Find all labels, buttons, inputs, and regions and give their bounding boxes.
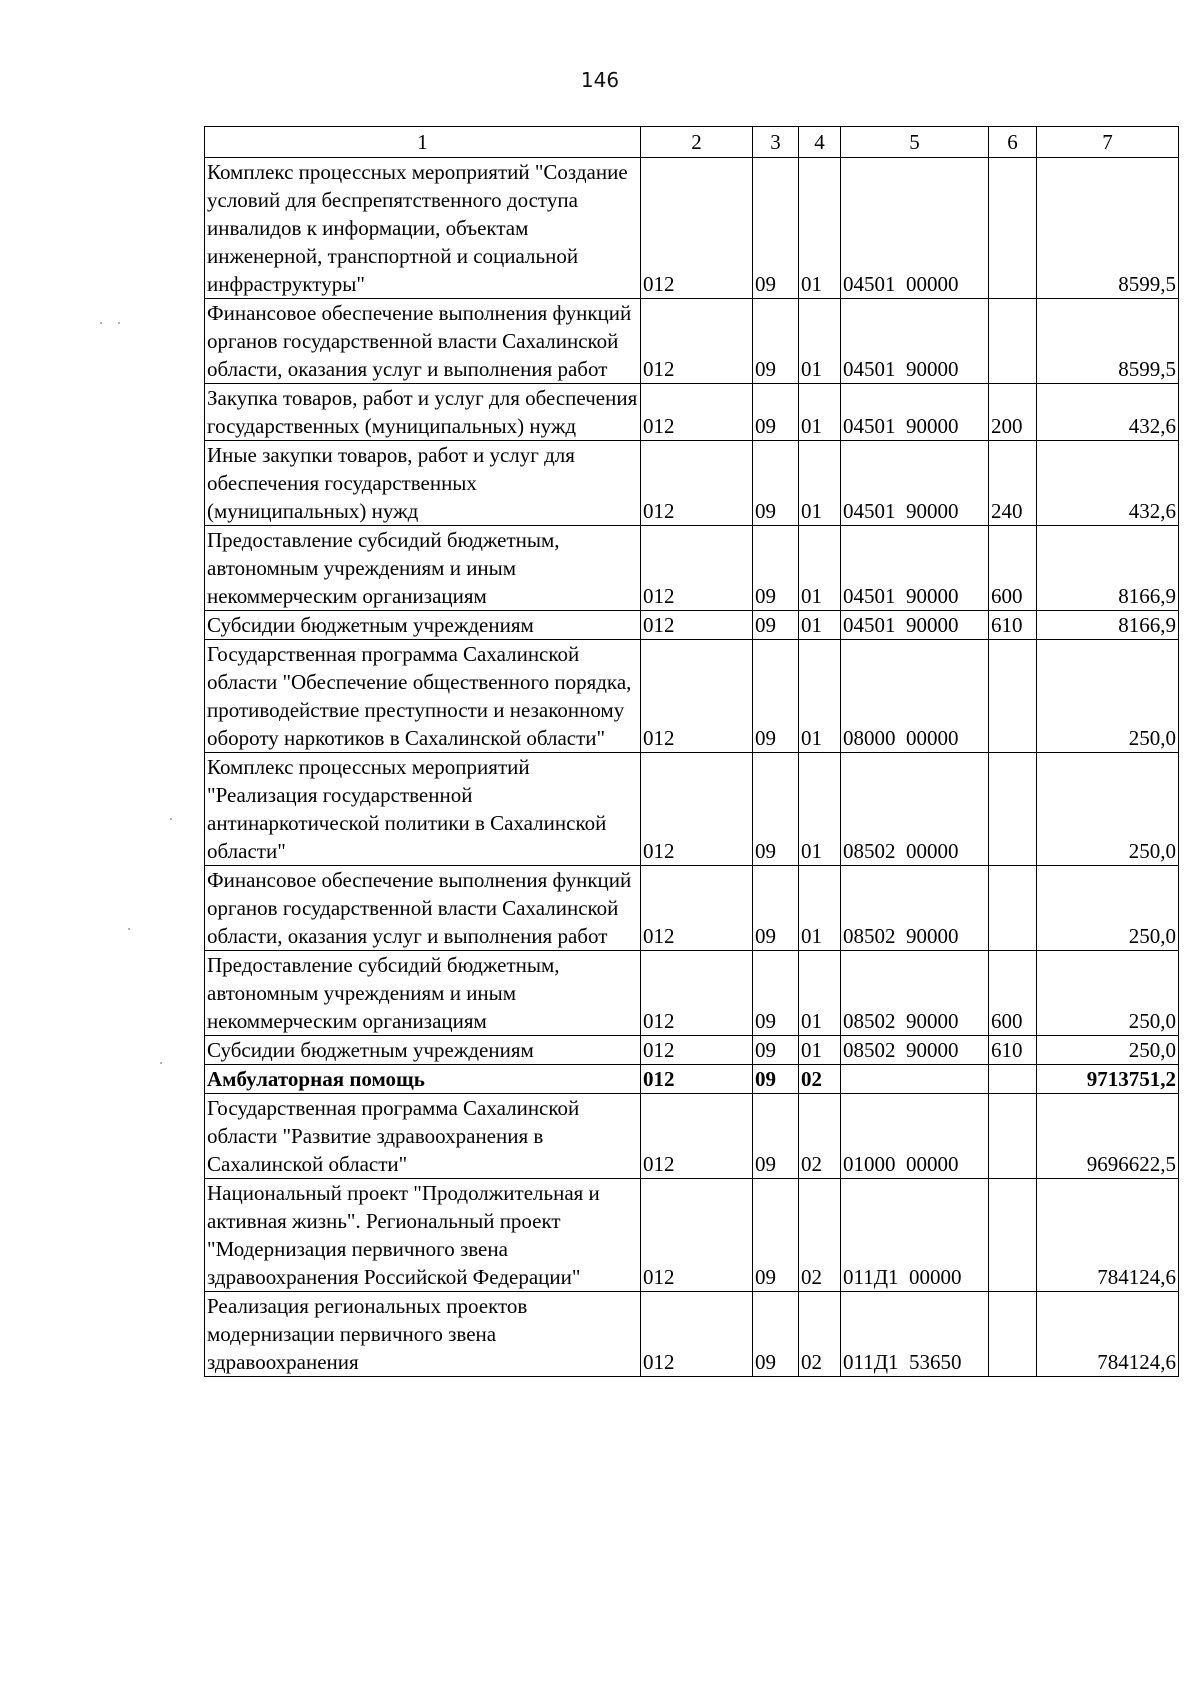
row-code-subsection: 01 — [799, 1036, 841, 1065]
row-amount: 8166,9 — [1037, 526, 1179, 611]
table-row — [205, 1036, 1179, 1065]
table-row — [205, 1292, 1179, 1377]
row-code-ministry: 012 — [641, 299, 753, 384]
table-row — [205, 158, 1179, 299]
row-code-section: 09 — [753, 299, 799, 384]
row-code-subsection: 01 — [799, 640, 841, 753]
row-target-article — [841, 1065, 989, 1094]
row-name: Национальный проект "Продолжительная и активная жизнь". Региональный проект "Модернизация первичного звена здравоохранения Российской Федерации" — [205, 1179, 641, 1292]
row-name: Субсидии бюджетным учреждениям — [205, 1036, 641, 1065]
row-code-section: 09 — [753, 1292, 799, 1377]
row-amount: 250,0 — [1037, 866, 1179, 951]
scan-speck — [128, 928, 130, 930]
table-row — [205, 640, 1179, 753]
row-name: Комплекс процессных мероприятий "Реализация государственной антинаркотической политики в Сахалинской области" — [205, 753, 641, 866]
row-amount: 8166,9 — [1037, 611, 1179, 640]
row-expense-type — [989, 158, 1037, 299]
row-expense-type: 600 — [989, 951, 1037, 1036]
row-name: Субсидии бюджетным учреждениям — [205, 611, 641, 640]
row-target-article: 01000 00000 — [841, 1094, 989, 1179]
header-cell: 2 — [641, 127, 753, 158]
row-expense-type: 600 — [989, 526, 1037, 611]
row-code-ministry: 012 — [641, 866, 753, 951]
row-amount: 432,6 — [1037, 441, 1179, 526]
row-name: Предоставление субсидий бюджетным, автономным учреждениям и иным некоммерческим организациям — [205, 526, 641, 611]
budget-table — [204, 126, 1179, 1377]
header-cell: 7 — [1037, 127, 1179, 158]
row-code-subsection: 01 — [799, 753, 841, 866]
row-target-article: 04501 90000 — [841, 441, 989, 526]
row-amount: 250,0 — [1037, 640, 1179, 753]
table-row — [205, 441, 1179, 526]
row-code-section: 09 — [753, 951, 799, 1036]
row-name: Амбулаторная помощь — [205, 1065, 641, 1094]
row-amount: 9713751,2 — [1037, 1065, 1179, 1094]
row-expense-type — [989, 1094, 1037, 1179]
row-code-section: 09 — [753, 1094, 799, 1179]
row-expense-type — [989, 866, 1037, 951]
row-target-article: 08502 90000 — [841, 1036, 989, 1065]
row-name: Иные закупки товаров, работ и услуг для обеспечения государственных (муниципальных) нужд — [205, 441, 641, 526]
row-code-subsection: 01 — [799, 158, 841, 299]
row-code-subsection: 01 — [799, 611, 841, 640]
row-code-ministry: 012 — [641, 158, 753, 299]
row-code-subsection: 02 — [799, 1094, 841, 1179]
row-name: Финансовое обеспечение выполнения функций органов государственной власти Сахалинской области, оказания услуг и выполнения работ — [205, 866, 641, 951]
row-code-section: 09 — [753, 753, 799, 866]
row-expense-type: 200 — [989, 384, 1037, 441]
row-code-subsection: 01 — [799, 441, 841, 526]
row-code-ministry: 012 — [641, 640, 753, 753]
table-row — [205, 526, 1179, 611]
table-row — [205, 1179, 1179, 1292]
row-code-section: 09 — [753, 1179, 799, 1292]
scan-speck — [118, 322, 120, 324]
row-amount: 8599,5 — [1037, 299, 1179, 384]
row-code-subsection: 02 — [799, 1292, 841, 1377]
table-row — [205, 866, 1179, 951]
row-name: Государственная программа Сахалинской области "Развитие здравоохранения в Сахалинской области" — [205, 1094, 641, 1179]
row-code-ministry: 012 — [641, 1179, 753, 1292]
row-code-ministry: 012 — [641, 1292, 753, 1377]
scan-speck — [170, 818, 172, 820]
row-code-subsection: 01 — [799, 384, 841, 441]
row-amount: 250,0 — [1037, 951, 1179, 1036]
row-code-ministry: 012 — [641, 1094, 753, 1179]
row-code-ministry: 012 — [641, 526, 753, 611]
header-row — [205, 127, 1179, 158]
row-code-section: 09 — [753, 384, 799, 441]
row-expense-type — [989, 1292, 1037, 1377]
table-row — [205, 753, 1179, 866]
row-code-ministry: 012 — [641, 951, 753, 1036]
table-row — [205, 384, 1179, 441]
row-expense-type — [989, 299, 1037, 384]
row-target-article: 08000 00000 — [841, 640, 989, 753]
row-amount: 9696622,5 — [1037, 1094, 1179, 1179]
row-code-section: 09 — [753, 441, 799, 526]
row-expense-type — [989, 640, 1037, 753]
row-code-ministry: 012 — [641, 753, 753, 866]
header-cell: 5 — [841, 127, 989, 158]
row-amount: 784124,6 — [1037, 1179, 1179, 1292]
row-amount: 250,0 — [1037, 1036, 1179, 1065]
section-row — [205, 1065, 1179, 1094]
row-code-subsection: 02 — [799, 1065, 841, 1094]
row-expense-type: 610 — [989, 611, 1037, 640]
table-row — [205, 611, 1179, 640]
row-target-article: 011Д1 53650 — [841, 1292, 989, 1377]
row-code-section: 09 — [753, 1036, 799, 1065]
row-expense-type: 240 — [989, 441, 1037, 526]
row-code-section: 09 — [753, 1065, 799, 1094]
row-target-article: 011Д1 00000 — [841, 1179, 989, 1292]
row-expense-type: 610 — [989, 1036, 1037, 1065]
row-code-section: 09 — [753, 611, 799, 640]
row-code-ministry: 012 — [641, 611, 753, 640]
scan-speck — [100, 322, 102, 324]
row-code-subsection: 01 — [799, 866, 841, 951]
row-target-article: 08502 90000 — [841, 866, 989, 951]
row-expense-type — [989, 753, 1037, 866]
row-code-section: 09 — [753, 640, 799, 753]
row-target-article: 04501 90000 — [841, 299, 989, 384]
row-code-section: 09 — [753, 526, 799, 611]
table-row — [205, 299, 1179, 384]
row-code-subsection: 01 — [799, 526, 841, 611]
row-amount: 432,6 — [1037, 384, 1179, 441]
table-row — [205, 1094, 1179, 1179]
row-name: Государственная программа Сахалинской области "Обеспечение общественного порядка, противодействие преступности и незаконному обороту наркотиков в Сахалинской области" — [205, 640, 641, 753]
row-code-ministry: 012 — [641, 1065, 753, 1094]
row-code-subsection: 01 — [799, 299, 841, 384]
header-cell: 3 — [753, 127, 799, 158]
row-target-article: 08502 90000 — [841, 951, 989, 1036]
row-name: Комплекс процессных мероприятий "Создание условий для беспрепятственного доступа инвалидов к информации, объектам инженерной, транспортной и социальной инфраструктуры" — [205, 158, 641, 299]
table-row — [205, 951, 1179, 1036]
row-name: Закупка товаров, работ и услуг для обеспечения государственных (муниципальных) нужд — [205, 384, 641, 441]
row-code-section: 09 — [753, 158, 799, 299]
row-code-ministry: 012 — [641, 1036, 753, 1065]
row-code-ministry: 012 — [641, 441, 753, 526]
row-amount: 250,0 — [1037, 753, 1179, 866]
row-target-article: 04501 00000 — [841, 158, 989, 299]
header-cell: 1 — [205, 127, 641, 158]
row-target-article: 04501 90000 — [841, 384, 989, 441]
row-name: Предоставление субсидий бюджетным, автономным учреждениям и иным некоммерческим организациям — [205, 951, 641, 1036]
row-target-article: 04501 90000 — [841, 611, 989, 640]
row-expense-type — [989, 1179, 1037, 1292]
row-amount: 8599,5 — [1037, 158, 1179, 299]
row-code-ministry: 012 — [641, 384, 753, 441]
row-name: Реализация региональных проектов модернизации первичного звена здравоохранения — [205, 1292, 641, 1377]
row-expense-type — [989, 1065, 1037, 1094]
row-code-section: 09 — [753, 866, 799, 951]
header-cell: 4 — [799, 127, 841, 158]
row-target-article: 08502 00000 — [841, 753, 989, 866]
scan-speck — [160, 1062, 162, 1064]
row-target-article: 04501 90000 — [841, 526, 989, 611]
row-code-subsection: 01 — [799, 951, 841, 1036]
row-name: Финансовое обеспечение выполнения функций органов государственной власти Сахалинской области, оказания услуг и выполнения работ — [205, 299, 641, 384]
row-amount: 784124,6 — [1037, 1292, 1179, 1377]
row-code-subsection: 02 — [799, 1179, 841, 1292]
page-number: 146 — [580, 68, 620, 92]
header-cell: 6 — [989, 127, 1037, 158]
